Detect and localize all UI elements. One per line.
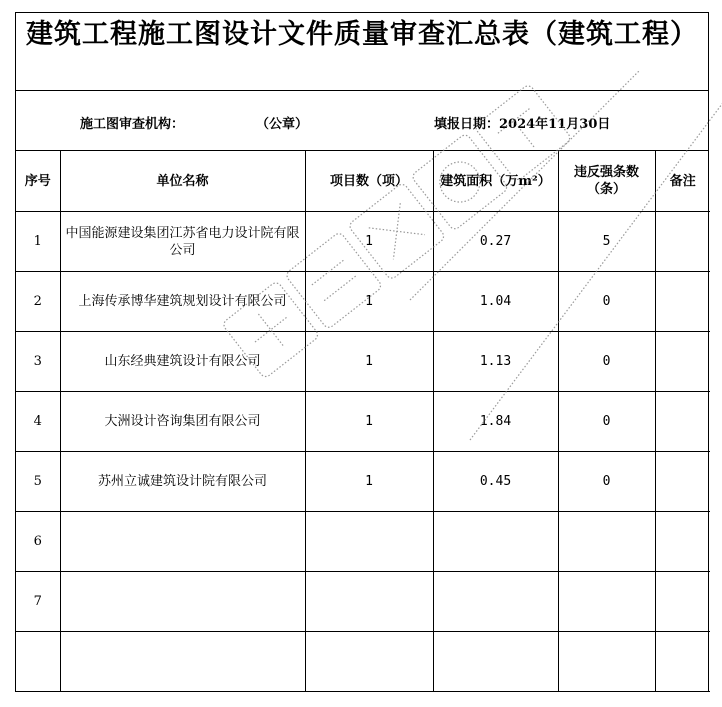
cell-no xyxy=(16,632,60,692)
document-title: 建筑工程施工图设计文件质量审查汇总表（建筑工程） xyxy=(16,13,708,91)
cell-no: 7 xyxy=(16,572,60,632)
cell-remark xyxy=(655,572,710,632)
cell-violations xyxy=(558,632,655,692)
header-remark: 备注 xyxy=(655,151,710,212)
cell-building-area: 1.84 xyxy=(433,392,558,452)
cell-no: 6 xyxy=(16,512,60,572)
cell-no: 1 xyxy=(16,212,60,272)
table-row xyxy=(16,572,710,632)
cell-violations: 5 xyxy=(558,212,655,272)
summary-sheet xyxy=(15,12,709,692)
cell-violations: 0 xyxy=(558,392,655,452)
table-row xyxy=(16,512,710,572)
header-unit-name: 单位名称 xyxy=(60,151,305,212)
cell-unit-name: 山东经典建筑设计有限公司 xyxy=(60,332,305,392)
cell-unit-name xyxy=(60,632,305,692)
cell-violations: 0 xyxy=(558,452,655,512)
cell-project-count: 1 xyxy=(305,392,433,452)
cell-building-area: 1.13 xyxy=(433,332,558,392)
cell-building-area: 1.04 xyxy=(433,272,558,332)
review-org-label: 施工图审查机构： xyxy=(80,117,185,132)
cell-remark xyxy=(655,632,710,692)
cell-project-count: 1 xyxy=(305,332,433,392)
cell-no: 4 xyxy=(16,392,60,452)
cell-violations: 0 xyxy=(558,332,655,392)
cell-project-count xyxy=(305,632,433,692)
cell-no: 3 xyxy=(16,332,60,392)
cell-project-count xyxy=(305,512,433,572)
cell-no: 2 xyxy=(16,272,60,332)
table-row xyxy=(16,332,710,392)
cell-remark xyxy=(655,212,710,272)
cell-remark xyxy=(655,272,710,332)
table-row xyxy=(16,452,710,512)
table-header-row xyxy=(16,151,710,212)
header-violations: 违反强条数（条） xyxy=(558,151,655,212)
cell-project-count: 1 xyxy=(305,452,433,512)
cell-remark xyxy=(655,452,710,512)
cell-unit-name: 大洲设计咨询集团有限公司 xyxy=(60,392,305,452)
cell-violations xyxy=(558,512,655,572)
cell-violations: 0 xyxy=(558,272,655,332)
fill-date-label: 填报日期：2024年11月30日 xyxy=(434,117,611,132)
cell-violations xyxy=(558,572,655,632)
header-building-area: 建筑面积（万m²） xyxy=(433,151,558,212)
cell-unit-name: 中国能源建设集团江苏省电力设计院有限公司 xyxy=(60,212,305,272)
stamp-label: （公章） xyxy=(256,117,309,132)
cell-building-area xyxy=(433,632,558,692)
table-row xyxy=(16,632,710,692)
table-row xyxy=(16,212,710,272)
meta-row xyxy=(16,91,708,151)
cell-building-area xyxy=(433,512,558,572)
cell-project-count: 1 xyxy=(305,272,433,332)
cell-unit-name: 上海传承博华建筑规划设计有限公司 xyxy=(60,272,305,332)
cell-project-count: 1 xyxy=(305,212,433,272)
header-project-count: 项目数（项） xyxy=(305,151,433,212)
cell-no: 5 xyxy=(16,452,60,512)
cell-unit-name xyxy=(60,572,305,632)
cell-project-count xyxy=(305,572,433,632)
cell-unit-name xyxy=(60,512,305,572)
cell-unit-name: 苏州立诚建筑设计院有限公司 xyxy=(60,452,305,512)
cell-remark xyxy=(655,392,710,452)
table-row xyxy=(16,272,710,332)
cell-building-area xyxy=(433,572,558,632)
cell-building-area: 0.45 xyxy=(433,452,558,512)
cell-remark xyxy=(655,332,710,392)
table-row xyxy=(16,392,710,452)
cell-remark xyxy=(655,512,710,572)
header-no: 序号 xyxy=(16,151,60,212)
cell-building-area: 0.27 xyxy=(433,212,558,272)
summary-table xyxy=(16,151,710,692)
